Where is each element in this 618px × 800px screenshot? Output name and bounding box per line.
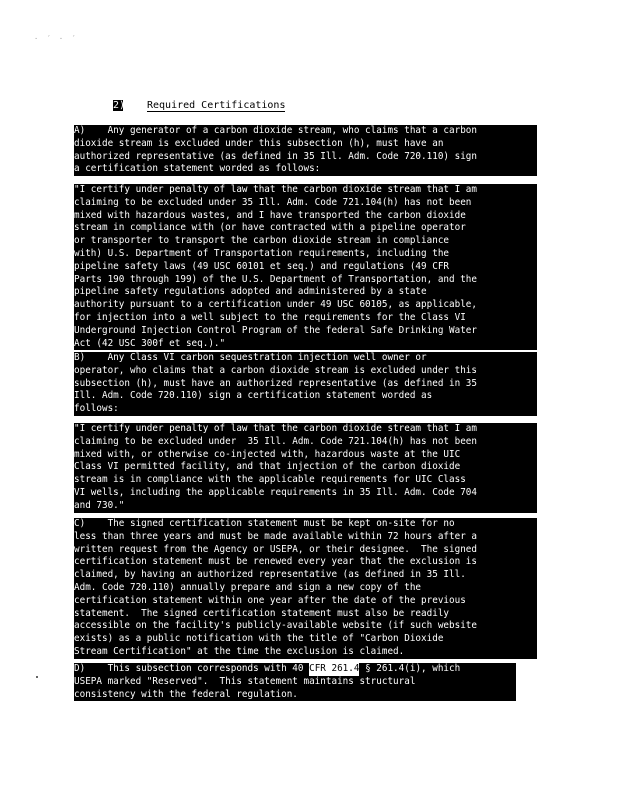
- text-line: statement. The signed certification statement must also be readily: [74, 607, 450, 619]
- text-line: claiming to be excluded under 35 Ill. Adm. Code 721.104(h) has not been: [74, 435, 477, 447]
- text-line: C) The signed certification statement must be kept on-site for no: [74, 518, 455, 529]
- text-line: with) U.S. Department of Transportation requirements, including the: [74, 247, 450, 259]
- redacted-citation: CFR 261.4: [309, 663, 360, 674]
- paragraph-a: [74, 125, 537, 176]
- text-line: pipeline safety regulations adopted and administered by a state: [74, 286, 427, 298]
- text-line: Act (42 USC 300f et seq.).": [74, 337, 226, 349]
- section-title: Required Certifications: [147, 100, 286, 111]
- paragraph-d: [74, 663, 516, 701]
- text-line: mixed with, or otherwise co-injected with, hazardous waste at the UIC: [74, 448, 461, 460]
- text-line: written request from the Agency or USEPA, or their designee. The signed: [74, 543, 477, 555]
- text-line: exists) as a public notification with the title of "Carbon Dioxide: [74, 633, 444, 645]
- scan-speck: [36, 676, 38, 678]
- text-line: less than three years and must be made available within 72 hours after a: [74, 530, 477, 542]
- text-line: Adm. Code 720.110) annually prepare and sign a new copy of the: [74, 581, 422, 593]
- text-line: accessible on the facility's publicly-available website (if such website: [74, 620, 477, 632]
- text-line: "I certify under penalty of law that the carbon dioxide stream that I am: [74, 423, 477, 434]
- text-fragment: D) This subsection corresponds with 40: [74, 663, 310, 674]
- text-line: certification statement within one year after the date of the previous: [74, 594, 466, 606]
- text-line: claiming to be excluded under 35 Ill. Adm. Code 721.104(h) has not been: [74, 196, 472, 208]
- paragraph-c: [74, 518, 537, 659]
- text-line: A) Any generator of a carbon dioxide stream, who claims that a carbon: [74, 125, 477, 136]
- text-line: operator, who claims that a carbon dioxide stream is excluded under this: [74, 364, 477, 376]
- text-line: subsection (h), must have an authorized representative (as defined in 35: [74, 377, 477, 389]
- text-line: and 730.": [74, 499, 125, 511]
- text-line: dioxide stream is excluded under this subsection (h), must have an: [74, 137, 444, 149]
- text-line: stream is in compliance with the applicable requirements for UIC Class: [74, 474, 466, 486]
- text-line: Parts 190 through 199) of the U.S. Department of Transportation, and the: [74, 273, 477, 285]
- scan-speck: · ´ · ´: [34, 35, 78, 43]
- text-line: mixed with hazardous wastes, and I have transported the carbon dioxide: [74, 209, 466, 221]
- certification-quote-a: [74, 184, 537, 350]
- text-line: stream in compliance with (or have contracted with a pipeline operator: [74, 222, 466, 234]
- text-line: Class VI permitted facility, and that injection of the carbon dioxide: [74, 461, 461, 473]
- text-line: Ill. Adm. Code 720.110) sign a certification statement worded as: [74, 390, 433, 402]
- text-line: B) Any Class VI carbon sequestration injection well owner or: [74, 352, 427, 363]
- text-line: authorized representative (as defined in 35 Ill. Adm. Code 720.110) sign: [74, 150, 477, 162]
- text-line: follows:: [74, 403, 119, 415]
- text-line: consistency with the federal regulation.: [74, 688, 298, 700]
- text-line: for injection into a well subject to the requirements for the Class VI: [74, 311, 466, 323]
- paragraph-b: [74, 352, 537, 416]
- text-line: claimed, by having an authorized representative (as defined in 35 Ill.: [74, 569, 466, 581]
- section-number: 2): [113, 100, 126, 111]
- certification-quote-b: [74, 423, 537, 513]
- text-line: VI wells, including the applicable requirements in 35 Ill. Adm. Code 704: [74, 486, 477, 498]
- text-line: Stream Certification" at the time the exclusion is claimed.: [74, 645, 405, 657]
- text-line: Underground Injection Control Program of the federal Safe Drinking Water: [74, 324, 477, 336]
- text-line: "I certify under penalty of law that the carbon dioxide stream that I am: [74, 184, 477, 195]
- text-line: authority pursuant to a certification under 49 USC 60105, as applicable,: [74, 299, 477, 311]
- section-heading: [113, 100, 285, 111]
- text-line: a certification statement worded as follows:: [74, 163, 321, 175]
- text-fragment: § 261.4(i), which: [359, 663, 461, 674]
- text-line: certification statement must be renewed every year that the exclusion is: [74, 556, 477, 568]
- text-line: USEPA marked "Reserved". This statement maintains structural: [74, 675, 416, 687]
- text-line: or transporter to transport the carbon dioxide stream in compliance: [74, 235, 450, 247]
- text-line: pipeline safety laws (49 USC 60101 et seq.) and regulations (49 CFR: [74, 260, 450, 272]
